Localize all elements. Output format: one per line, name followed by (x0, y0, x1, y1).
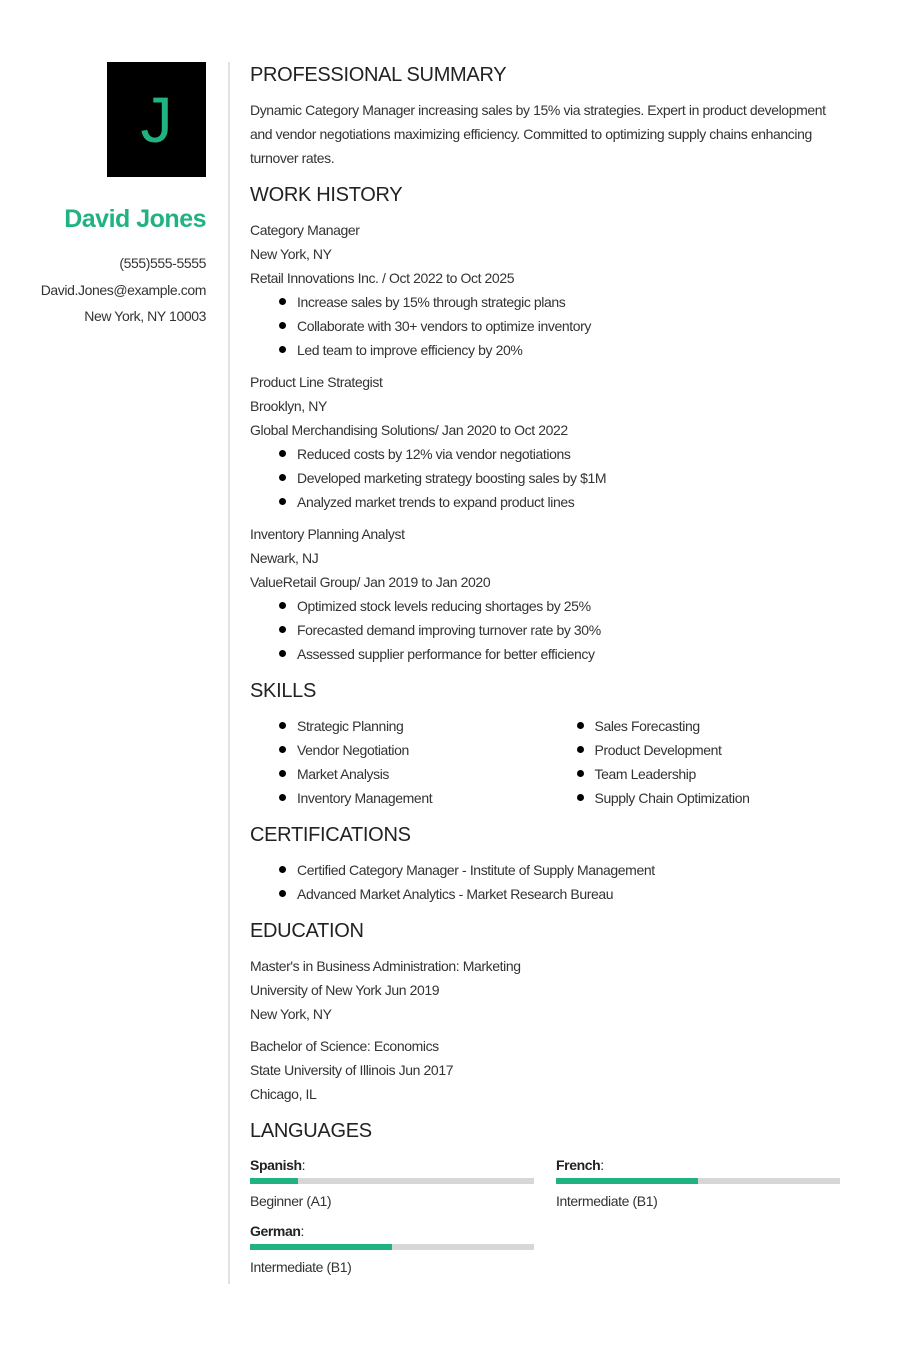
proficiency-bar (250, 1244, 534, 1250)
school-location: New York, NY (250, 1006, 332, 1022)
colon: : (600, 1157, 604, 1173)
language-item (250, 1220, 534, 1278)
job-role: Inventory Planning Analyst (250, 526, 405, 542)
job-bullets (250, 594, 845, 666)
skill: Market Analysis (297, 762, 548, 786)
job-location: Newark, NJ (250, 550, 319, 566)
phone: (555)555-5555 (119, 255, 206, 271)
language-name: German (250, 1223, 301, 1239)
job-role: Product Line Strategist (250, 374, 383, 390)
language-name: French (556, 1157, 601, 1173)
language-name: Spanish (250, 1157, 302, 1173)
certification: Advanced Market Analytics - Market Research Bureau (297, 882, 845, 906)
main-content (250, 62, 845, 1290)
colon: : (301, 1157, 306, 1173)
bullet: Reduced costs by 12% via vendor negotiations (297, 442, 845, 466)
education-entry (250, 954, 845, 1026)
bullet: Collaborate with 30+ vendors to optimize inventory (297, 314, 845, 338)
school-date: University of New York Jun 2019 (250, 982, 440, 998)
section-title-education: EDUCATION (250, 920, 364, 942)
skill: Sales Forecasting (595, 714, 846, 738)
section-title-summary: PROFESSIONAL SUMMARY (250, 64, 507, 86)
degree: Bachelor of Science: Economics (250, 1038, 439, 1054)
bullet: Led team to improve efficiency by 20% (297, 338, 845, 362)
skills-left (250, 714, 548, 810)
language-level: Beginner (A1) (250, 1193, 332, 1209)
skill: Strategic Planning (297, 714, 548, 738)
skills-section (250, 678, 845, 810)
bullet: Increase sales by 15% through strategic plans (297, 290, 845, 314)
candidate-name: David Jones (64, 205, 206, 233)
proficiency-fill (556, 1178, 698, 1184)
proficiency-bar (250, 1178, 534, 1184)
section-title-work: WORK HISTORY (250, 184, 403, 206)
school-date: State University of Illinois Jun 2017 (250, 1062, 454, 1078)
job-company-dates: Global Merchandising Solutions/ Jan 2020 to Oct 2022 (250, 422, 568, 438)
language-item (556, 1154, 840, 1212)
certification: Certified Category Manager - Institute of Supply Management (297, 858, 845, 882)
language-label (250, 1220, 534, 1242)
bullet: Analyzed market trends to expand product lines (297, 490, 845, 514)
language-level: Intermediate (B1) (556, 1193, 658, 1209)
school-location: Chicago, IL (250, 1086, 317, 1102)
languages-grid (250, 1154, 845, 1278)
job-bullets (250, 290, 845, 362)
job-company-dates: Retail Innovations Inc. / Oct 2022 to Oct 2025 (250, 270, 515, 286)
job-role: Category Manager (250, 222, 360, 238)
proficiency-fill (250, 1178, 298, 1184)
job-entry (250, 522, 845, 666)
job-bullets (250, 442, 845, 514)
bullet: Assessed supplier performance for better efficiency (297, 642, 845, 666)
bullet: Optimized stock levels reducing shortages by 25% (297, 594, 845, 618)
bullet: Forecasted demand improving turnover rate by 30% (297, 618, 845, 642)
proficiency-fill (250, 1244, 392, 1250)
job-company-dates: ValueRetail Group/ Jan 2019 to Jan 2020 (250, 574, 491, 590)
skills-right (548, 714, 846, 810)
section-title-certifications: CERTIFICATIONS (250, 824, 411, 846)
language-item (250, 1154, 534, 1212)
education-section (250, 918, 845, 1106)
education-entry (250, 1034, 845, 1106)
certifications-section (250, 822, 845, 906)
work-history-section (250, 182, 845, 666)
certifications-list (250, 858, 845, 906)
skill: Supply Chain Optimization (595, 786, 846, 810)
language-label (556, 1154, 840, 1176)
section-title-skills: SKILLS (250, 680, 317, 702)
language-label (250, 1154, 534, 1176)
colon: : (300, 1223, 305, 1239)
proficiency-bar (556, 1178, 840, 1184)
address: New York, NY 10003 (84, 308, 206, 324)
skill: Team Leadership (595, 762, 846, 786)
skill: Inventory Management (297, 786, 548, 810)
email: David.Jones@example.com (40, 281, 206, 298)
degree: Master's in Business Administration: Marketing (250, 958, 521, 974)
skill: Product Development (595, 738, 846, 762)
monogram-avatar (107, 62, 206, 177)
skills-columns (250, 714, 845, 810)
language-level: Intermediate (B1) (250, 1259, 352, 1275)
job-entry (250, 218, 845, 362)
languages-section (250, 1118, 845, 1278)
summary-text: Dynamic Category Manager increasing sales by 15% via strategies. Expert in product development and vendor negotiations maximizing efficiency. Committed to optimizing supply chains enhancing turnover rates. (250, 102, 826, 166)
monogram-letter: J (140, 83, 173, 156)
bullet: Developed marketing strategy boosting sales by $1M (297, 466, 845, 490)
skill: Vendor Negotiation (297, 738, 548, 762)
section-title-languages: LANGUAGES (250, 1120, 372, 1142)
contact-info (36, 250, 206, 330)
column-divider (228, 62, 230, 1284)
job-location: Brooklyn, NY (250, 398, 327, 414)
summary-section (250, 62, 845, 170)
job-entry (250, 370, 845, 514)
job-location: New York, NY (250, 246, 332, 262)
